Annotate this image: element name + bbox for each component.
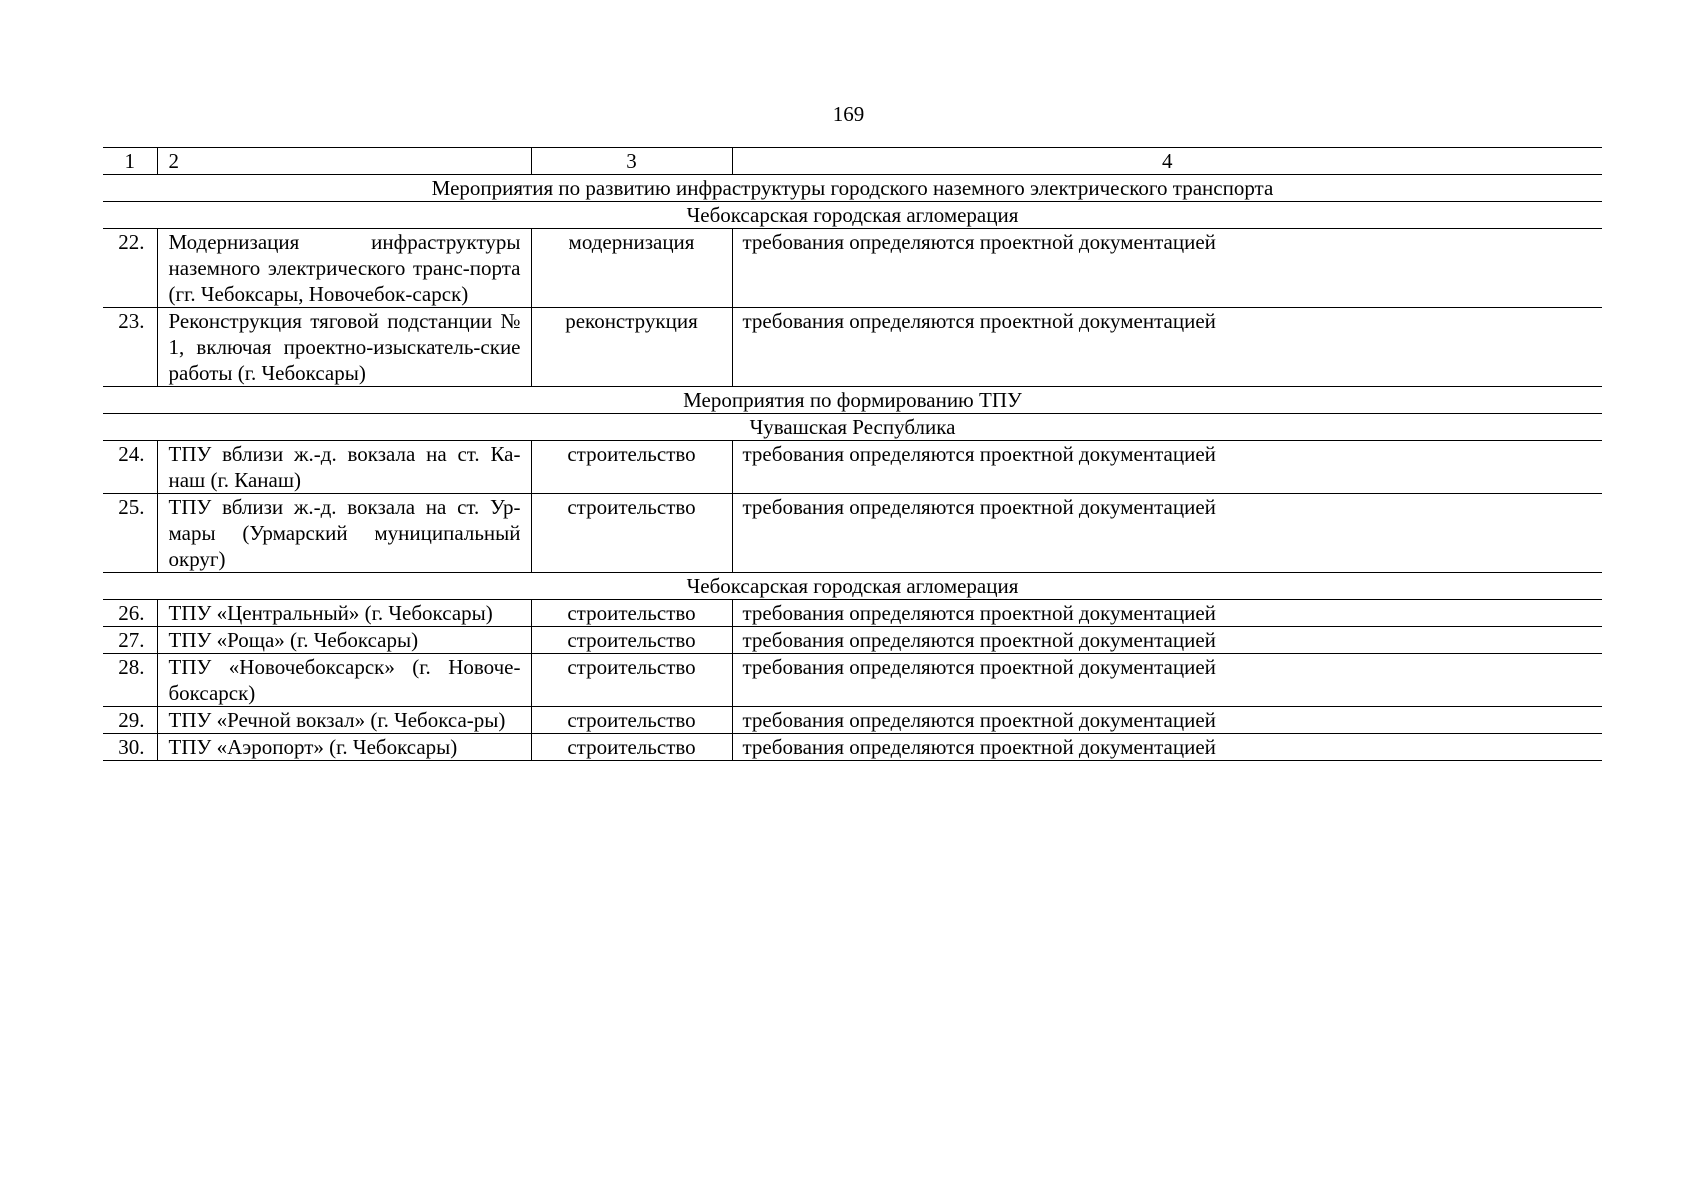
requirements: требования определяются проектной документацией [732, 707, 1602, 734]
measures-table [103, 147, 1602, 761]
measure-type: строительство [531, 600, 732, 627]
requirements: требования определяются проектной документацией [732, 654, 1602, 707]
section-heading: Мероприятия по развитию инфраструктуры городского наземного электрического транспорта [103, 175, 1602, 202]
measure-name: ТПУ вблизи ж.-д. вокзала на ст. Ур-мары (Урмарский муниципальный округ) [157, 494, 531, 573]
requirements: требования определяются проектной документацией [732, 494, 1602, 573]
table-row [103, 308, 1602, 387]
section-heading-row [103, 414, 1602, 441]
measure-type: реконструкция [531, 308, 732, 387]
measure-type: модернизация [531, 229, 732, 308]
table-row [103, 627, 1602, 654]
measure-name: Реконструкция тяговой подстанции № 1, включая проектно-изыскатель-ские работы (г. Чебоксары) [157, 308, 531, 387]
header-col-3: 3 [531, 148, 732, 175]
measure-name: ТПУ «Роща» (г. Чебоксары) [157, 627, 531, 654]
table-row [103, 600, 1602, 627]
requirements: требования определяются проектной документацией [732, 627, 1602, 654]
table-row [103, 441, 1602, 494]
row-number: 24. [103, 441, 157, 494]
section-heading: Мероприятия по формированию ТПУ [103, 387, 1602, 414]
section-heading-row [103, 175, 1602, 202]
requirements: требования определяются проектной документацией [732, 229, 1602, 308]
section-heading: Чебоксарская городская агломерация [103, 202, 1602, 229]
row-number: 25. [103, 494, 157, 573]
measure-name: ТПУ «Аэропорт» (г. Чебоксары) [157, 734, 531, 761]
measure-name: ТПУ «Новочебоксарск» (г. Новоче-боксарск) [157, 654, 531, 707]
measure-type: строительство [531, 734, 732, 761]
measure-type: строительство [531, 654, 732, 707]
table-row [103, 654, 1602, 707]
page-number: 169 [832, 102, 865, 126]
requirements: требования определяются проектной документацией [732, 441, 1602, 494]
measure-name: Модернизация инфраструктуры наземного электрического транс-порта (гг. Чебоксары, Новочебок-сарск) [157, 229, 531, 308]
row-number: 26. [103, 600, 157, 627]
table-header-row [103, 148, 1602, 175]
requirements: требования определяются проектной документацией [732, 308, 1602, 387]
row-number: 30. [103, 734, 157, 761]
header-col-1: 1 [103, 148, 157, 175]
section-heading: Чувашская Республика [103, 414, 1602, 441]
requirements: требования определяются проектной документацией [732, 734, 1602, 761]
table-row [103, 494, 1602, 573]
requirements: требования определяются проектной документацией [732, 600, 1602, 627]
measure-type: строительство [531, 494, 732, 573]
table-row [103, 707, 1602, 734]
section-heading-row [103, 387, 1602, 414]
measure-name: ТПУ «Центральный» (г. Чебоксары) [157, 600, 531, 627]
measure-name: ТПУ «Речной вокзал» (г. Чебокса-ры) [157, 707, 531, 734]
measure-type: строительство [531, 707, 732, 734]
measure-name: ТПУ вблизи ж.-д. вокзала на ст. Ка-наш (г. Канаш) [157, 441, 531, 494]
header-col-4: 4 [732, 148, 1602, 175]
row-number: 22. [103, 229, 157, 308]
section-heading-row [103, 202, 1602, 229]
row-number: 29. [103, 707, 157, 734]
measure-type: строительство [531, 627, 732, 654]
measure-type: строительство [531, 441, 732, 494]
header-col-2: 2 [157, 148, 531, 175]
table-row [103, 229, 1602, 308]
row-number: 28. [103, 654, 157, 707]
section-heading-row [103, 573, 1602, 600]
table-row [103, 734, 1602, 761]
section-heading: Чебоксарская городская агломерация [103, 573, 1602, 600]
row-number: 27. [103, 627, 157, 654]
row-number: 23. [103, 308, 157, 387]
